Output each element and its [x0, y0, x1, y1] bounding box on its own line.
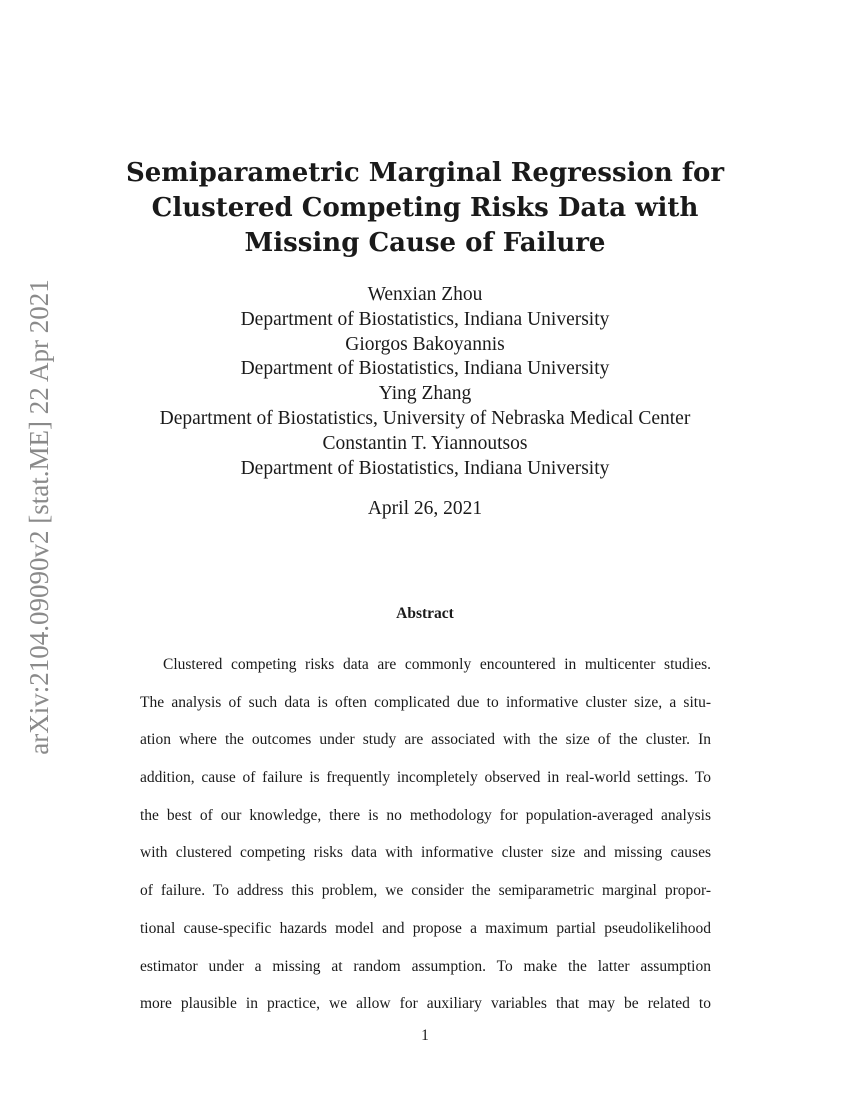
arxiv-identifier-stamp	[19, 272, 59, 762]
author-affiliation: Department of Biostatistics, Indiana University	[240, 358, 610, 380]
abstract-line: with clustered competing risks data with informative cluster size and missing causes	[140, 844, 711, 862]
abstract-heading: Abstract	[396, 605, 454, 622]
author-name: Giorgos Bakoyannis	[345, 333, 505, 355]
publication-date: April 26, 2021	[367, 498, 483, 519]
title-line: Missing Cause of Failure	[244, 228, 606, 258]
author-affiliation: Department of Biostatistics, Indiana University	[240, 308, 610, 330]
abstract-line: The analysis of such data is often complicated due to informative cluster size, a situ-	[140, 693, 711, 711]
abstract-line: of failure. To address this problem, we consider the semiparametric marginal propor-	[140, 882, 711, 900]
author-name: Wenxian Zhou	[367, 284, 483, 305]
abstract-line: more plausible in practice, we allow for auxiliary variables that may be related to	[140, 995, 711, 1013]
author-block	[75, 283, 775, 481]
abstract-body	[140, 646, 711, 1023]
abstract-line: addition, cause of failure is frequently incompletely observed in real-world settings. To	[140, 769, 711, 787]
paper-title	[100, 156, 750, 261]
author-name: Constantin T. Yiannoutsos	[322, 432, 528, 454]
author-affiliation: Department of Biostatistics, Indiana University	[240, 457, 610, 479]
abstract-line: Clustered competing risks data are commonly encountered in multicenter studies.	[163, 656, 711, 673]
page-number: 1	[421, 1027, 429, 1044]
abstract-line: tional cause-specific hazards model and propose a maximum partial pseudolikelihood	[140, 919, 711, 937]
author-name: Ying Zhang	[378, 383, 472, 405]
arxiv-identifier-text: arXiv:2104.09090v2 [stat.ME] 22 Apr 2021	[24, 279, 54, 755]
title-line: Semiparametric Marginal Regression for	[125, 158, 725, 188]
title-line: Clustered Competing Risks Data with	[151, 193, 699, 223]
author-affiliation: Department of Biostatistics, University of Nebraska Medical Center	[159, 407, 691, 429]
abstract-line: estimator under a missing at random assumption. To make the latter assumption	[140, 957, 711, 975]
abstract-line: the best of our knowledge, there is no methodology for population-averaged analysis	[140, 806, 711, 824]
abstract-line: ation where the outcomes under study are associated with the size of the cluster. In	[140, 731, 711, 749]
